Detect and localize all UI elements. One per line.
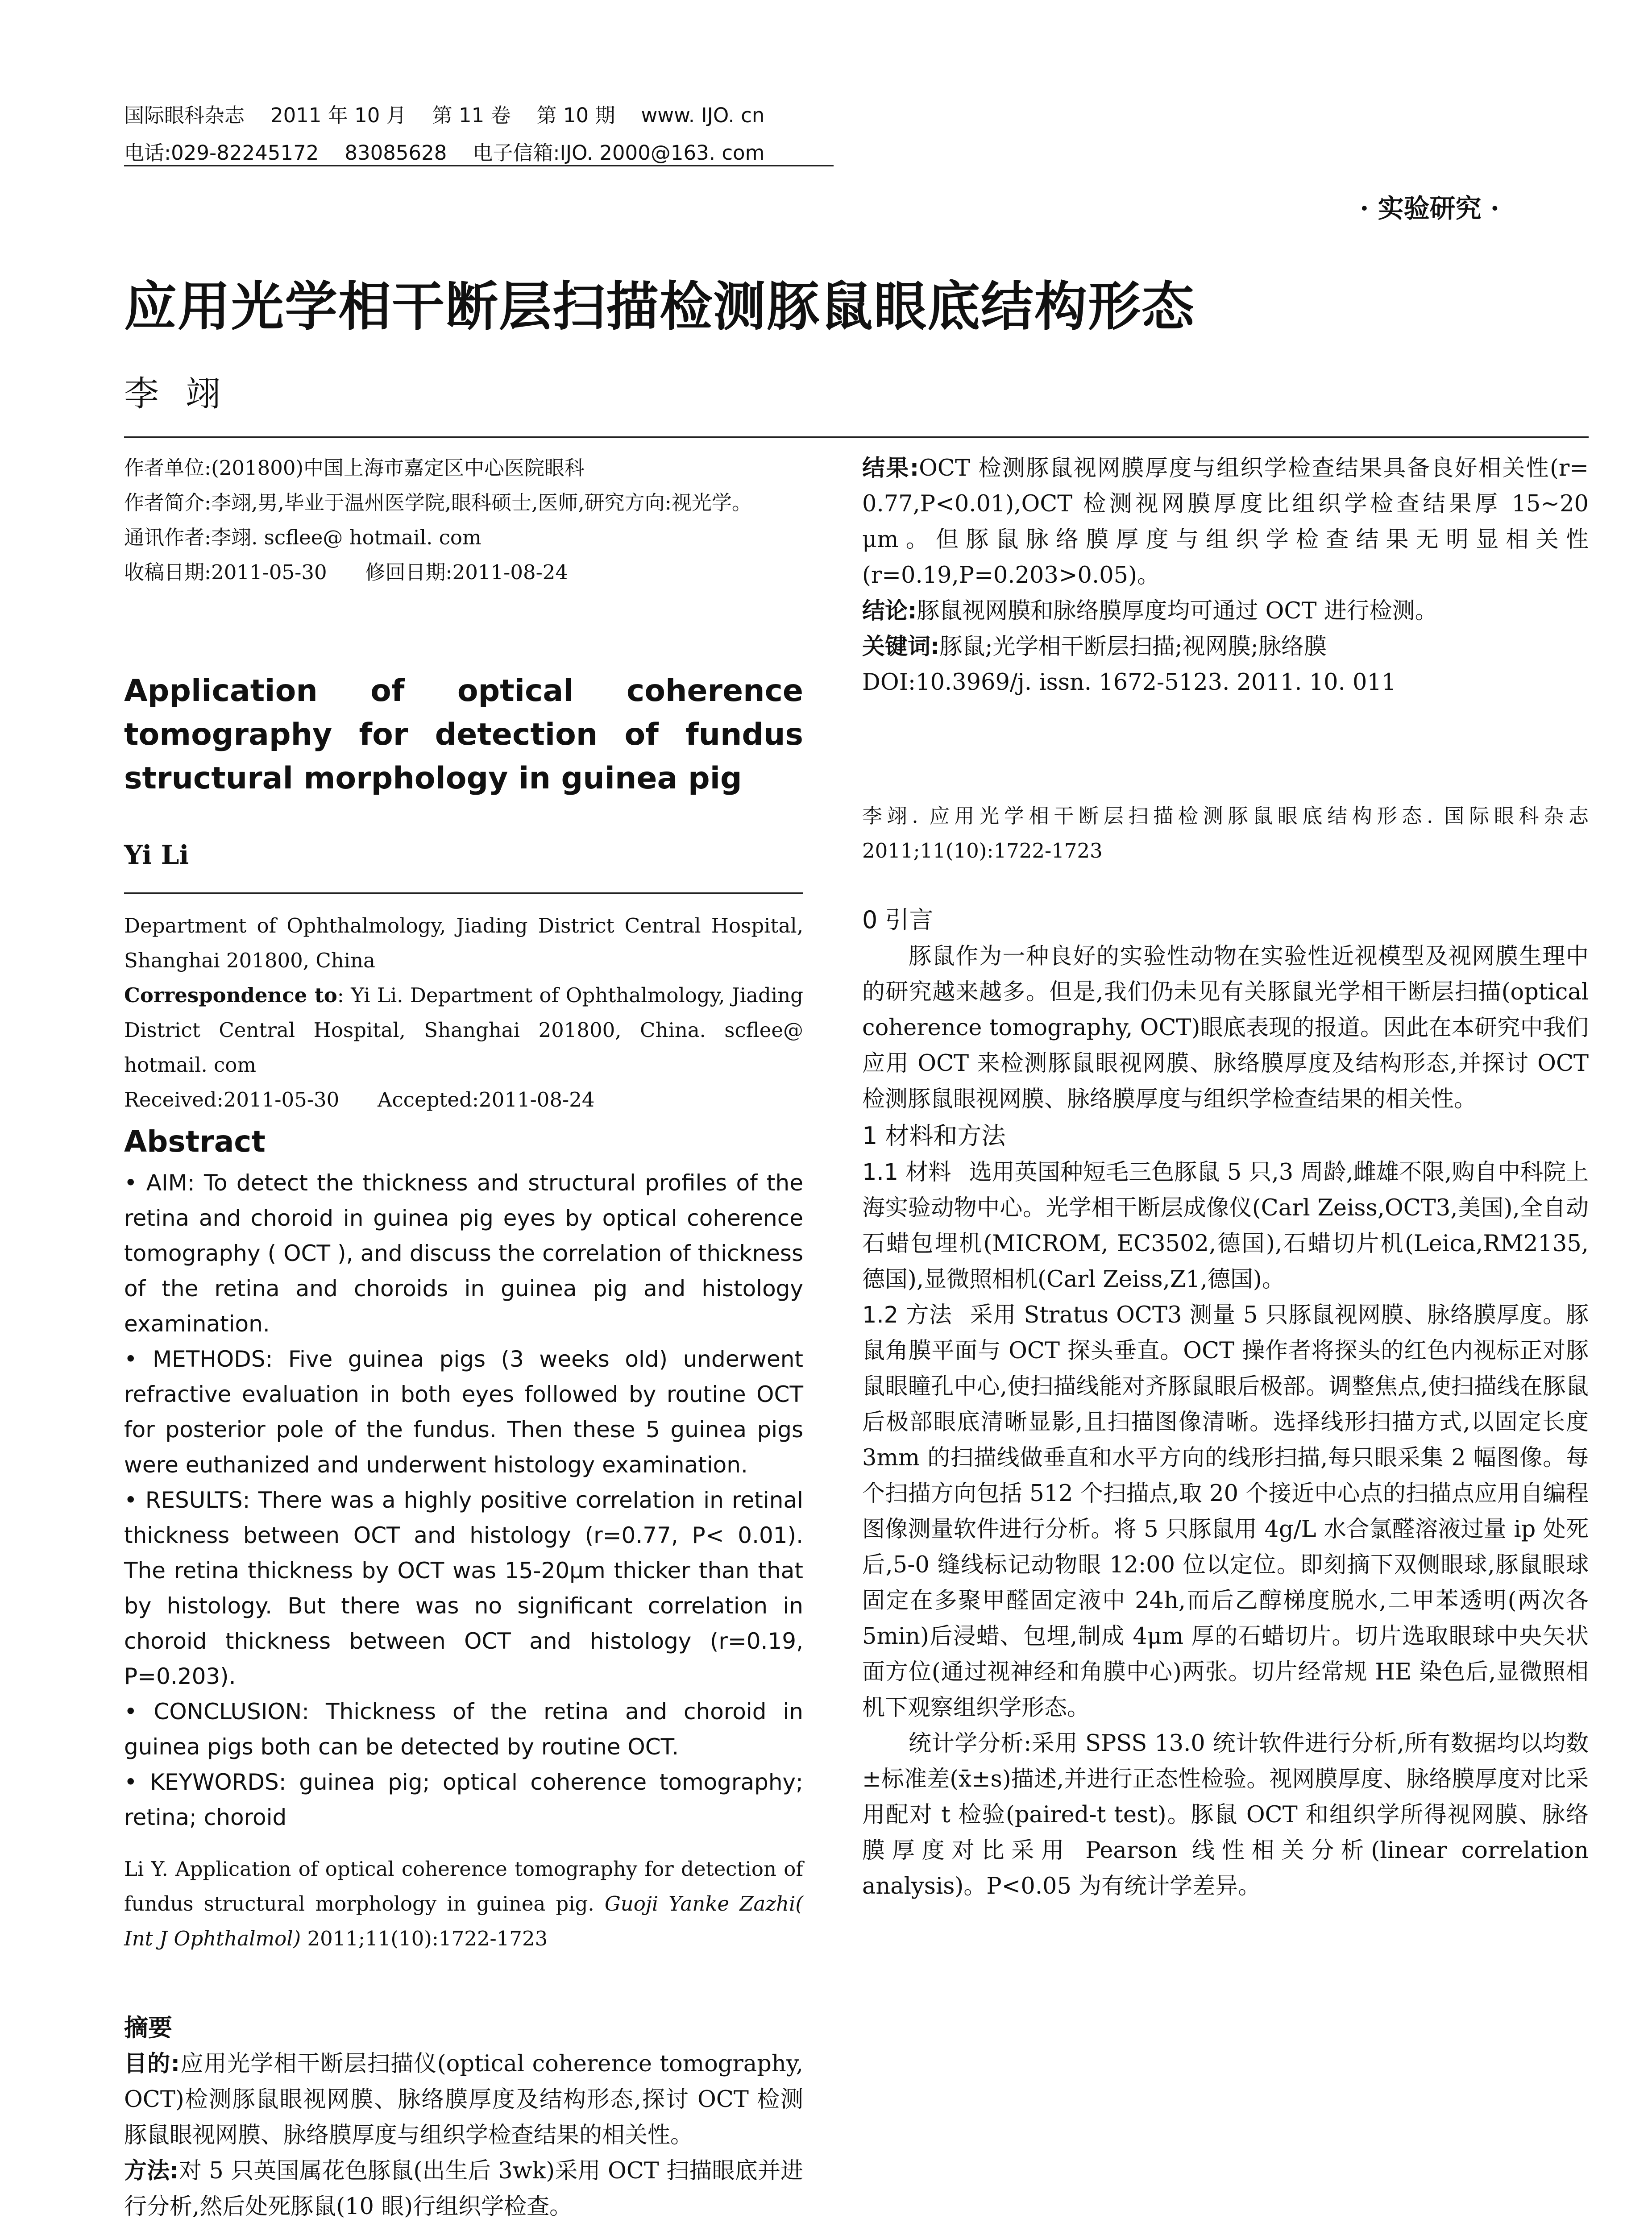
journal-phone2: 83085628 bbox=[345, 141, 447, 165]
section-tag: · 实验研究 · bbox=[1360, 193, 1499, 224]
abstract-cn-purpose bbox=[124, 2046, 803, 2153]
journal-name: 国际眼科杂志 bbox=[124, 104, 245, 127]
correspondence-label: Correspondence to bbox=[124, 983, 337, 1007]
citation-cn bbox=[862, 799, 1589, 868]
citation-en bbox=[124, 1852, 803, 1956]
citation-en-text: Li Y. Application of optical coherence tomography for detection of fundus structural morphology in guinea pig. bbox=[124, 1857, 803, 1916]
abstract-cn-method bbox=[124, 2153, 803, 2225]
method-paragraph bbox=[862, 1298, 1589, 1726]
affiliation-en bbox=[124, 908, 803, 1117]
citation-cn-text: 李翊. 应用光学相干断层扫描检测豚鼠眼底结构形态. 国际眼科杂志 2011;11(10):1722-1723 bbox=[862, 804, 1589, 863]
abstract-conclusion: • CONCLUSION: Thickness of the retina and choroid in guinea pigs both can be detected by routine OCT. bbox=[124, 1699, 803, 1760]
method-sub-text: 采用 Stratus OCT3 测量 5 只豚鼠视网膜、脉络膜厚度。豚鼠角膜平面与 OCT 探头垂直。OCT 操作者将探头的红色内视标正对豚鼠眼瞳孔中心,使扫描线能对齐豚鼠眼后极部。调整焦点,使扫描线在豚鼠后极部眼底清晰显影,且扫描图像清晰。选择线形扫描方式,以固定长度 3mm 的扫描线做垂直和水平方向的线形扫描,每只眼采集 2 幅图像。每个扫描方向包括 512 个扫描点,取 20 个接近中心点的扫描点应用自编程图像测量软件进行分析。将 5 只豚鼠用 4g/L 水合氯醛溶液过量 ip 处死后,5-0 缝线标记动物眼 12:00 位以定位。即刻摘下双侧眼球,豚鼠眼球固定在多聚甲醛固定液中 24h,而后乙醇梯度脱水,二甲苯透明(两次各 5min)后浸蜡、包埋,制成 4μm 厚的石蜡切片。切片选取眼球中央矢状面方位(通过视神经和角膜中心)两张。切片经常规 HE 染色后,显微照相机下观察组织学形态。 bbox=[862, 1302, 1589, 1721]
intro-heading: 0 引言 bbox=[862, 906, 934, 934]
conclusion-text: 豚鼠视网膜和脉络膜厚度均可通过 OCT 进行检测。 bbox=[917, 598, 1438, 624]
abstract-keywords: • KEYWORDS: guinea pig; optical coherence tomography; retina; choroid bbox=[124, 1769, 803, 1830]
abstract-cn-heading: 摘要 bbox=[124, 2014, 172, 2042]
abstract-cn-conclusion bbox=[862, 593, 1589, 629]
issue: 第 10 期 bbox=[536, 104, 615, 127]
issue-date: 2011 年 10 月 bbox=[270, 104, 407, 127]
affiliation-rule bbox=[124, 892, 803, 894]
title-rule bbox=[124, 436, 1589, 438]
abstract-heading: Abstract bbox=[124, 1124, 266, 1159]
abstract-cn-result bbox=[862, 451, 1589, 593]
abstract-cn-left bbox=[124, 2046, 803, 2225]
abstract-en bbox=[124, 1165, 803, 1835]
result-text: OCT 检测豚鼠视网膜厚度与组织学检查结果具备良好相关性(r= 0.77,P<0.01),OCT 检测视网膜厚度比组织学检查结果厚 15~20 μm。但豚鼠脉络膜厚度与组织学检查结果无明显相关性(r=0.19,P=0.203>0.05)。 bbox=[862, 455, 1589, 589]
journal-header-line2 bbox=[124, 137, 790, 166]
corresponding-author: 通讯作者:李翊. scflee@ hotmail. com bbox=[124, 526, 481, 549]
abstract-results: • RESULTS: There was a highly positive correlation in retinal thickness between OCT and histology (r=0.77, P< 0.01). The retina thickness by OCT was 15-20μm thicker than that by histology. But there was no significant correlation in choroid thickness between OCT and histology (r=0.19, P=0.203). bbox=[124, 1487, 803, 1689]
method-text: 对 5 只英国属花色豚鼠(出生后 3wk)采用 OCT 扫描眼底并进行分析,然后处死豚鼠(10 眼)行组织学检查。 bbox=[124, 2158, 803, 2220]
journal-phone: 电话:029-82245172 bbox=[124, 141, 319, 165]
doi: DOI:10.3969/j. issn. 1672-5123. 2011. 10. 011 bbox=[862, 669, 1396, 696]
abstract-methods: • METHODS: Five guinea pigs (3 weeks old) underwent refractive evaluation in both eyes followed by routine OCT for posterior pole of the fundus. Then these 5 guinea pigs were euthanized and underwent histology examination. bbox=[124, 1346, 803, 1478]
keywords-text: 豚鼠;光学相干断层扫描;视网膜;脉络膜 bbox=[939, 634, 1327, 660]
abstract-aim: • AIM: To detect the thickness and structural profiles of the retina and choroid in guinea pig eyes by optical coherence tomography ( OCT ), and discuss the correlation of thickness of the retina and choroids in guinea pig and histology examination. bbox=[124, 1170, 803, 1337]
correspondence-text: : Yi Li. Department of Ophthalmology, Jiading District Central Hospital, Shanghai 201800, China. scflee@ hotmail. com bbox=[124, 983, 803, 1077]
keywords-label: 关键词: bbox=[862, 634, 940, 660]
body-text bbox=[862, 901, 1589, 1904]
volume: 第 11 卷 bbox=[432, 104, 511, 127]
citation-en-tail: 2011;11(10):1722-1723 bbox=[301, 1927, 548, 1950]
dates-en: Received:2011-05-30 Accepted:2011-08-24 bbox=[124, 1088, 595, 1111]
intro-paragraph: 豚鼠作为一种良好的实验性动物在实验性近视模型及视网膜生理中的研究越来越多。但是,我们仍未见有关豚鼠光学相干断层扫描(optical coherence tomography, OCT)眼底表现的报道。因此在本研究中我们应用 OCT 来检测豚鼠眼视网膜、脉络膜厚度及结构形态,并探讨 OCT 检测豚鼠眼视网膜、脉络膜厚度与组织学检查结果的相关性。 bbox=[862, 943, 1589, 1112]
author-bio: 作者简介:李翊,男,毕业于温州医学院,眼科硕士,医师,研究方向:视光学。 bbox=[124, 491, 752, 514]
journal-website: www. IJO. cn bbox=[641, 104, 765, 127]
author-info bbox=[124, 451, 803, 590]
conclusion-label: 结论: bbox=[862, 598, 917, 624]
author-name-en: Yi Li bbox=[124, 840, 189, 870]
result-label: 结果: bbox=[862, 455, 919, 481]
article-title-en: Application of optical coherence tomography for detection of fundus structural morphology in guinea pig bbox=[124, 673, 803, 796]
materials-label: 1.1 材料 bbox=[862, 1159, 951, 1186]
received-dates: 收稿日期:2011-05-30 修回日期:2011-08-24 bbox=[124, 560, 569, 584]
journal-email: 电子信箱:IJO. 2000@163. com bbox=[473, 141, 765, 165]
methods-heading: 1 材料和方法 bbox=[862, 1122, 1006, 1150]
stats-paragraph: 统计学分析:采用 SPSS 13.0 统计软件进行分析,所有数据均以均数±标准差(x̄±s)描述,并进行正态性检验。视网膜厚度、脉络膜厚度对比采用配对 t 检验(paired-t test)。豚鼠 OCT 和组织学所得视网膜、脉络膜厚度对比采用 Pearson 线性相关分析(linear correlation analysis)。P<0.05 为有统计学差异。 bbox=[862, 1730, 1589, 1899]
method-sub-label: 1.2 方法 bbox=[862, 1302, 952, 1328]
journal-header-line1 bbox=[124, 99, 790, 128]
method-label: 方法: bbox=[124, 2158, 179, 2184]
article-title-cn: 应用光学相干断层扫描检测豚鼠眼底结构形态 bbox=[124, 276, 1195, 337]
header-rule bbox=[124, 165, 834, 166]
abstract-cn-right bbox=[862, 451, 1589, 701]
abstract-cn-keywords bbox=[862, 629, 1589, 665]
purpose-label: 目的: bbox=[124, 2051, 180, 2077]
materials-paragraph bbox=[862, 1155, 1589, 1298]
correspondence-en bbox=[124, 978, 803, 1082]
author-name-cn: 李翊 bbox=[124, 374, 248, 414]
purpose-text: 应用光学相干断层扫描仪(optical coherence tomography, OCT)检测豚鼠眼视网膜、脉络膜厚度及结构形态,探讨 OCT 检测豚鼠眼视网膜、脉络膜厚度与组织学检查结果的相关性。 bbox=[124, 2051, 803, 2148]
citation-en-journal: Guoji Yanke Zazhi( Int J Ophthalmol) bbox=[124, 1892, 803, 1950]
materials-text: 选用英国种短毛三色豚鼠 5 只,3 周龄,雌雄不限,购自中科院上海实验动物中心。光学相干断层成像仪(Carl Zeiss,OCT3,美国),全自动石蜡包埋机(MICROM, EC3502,德国),石蜡切片机(Leica,RM2135,德国),显微照相机(Carl Zeiss,Z1,德国)。 bbox=[862, 1159, 1589, 1293]
author-unit: 作者单位:(201800)中国上海市嘉定区中心医院眼科 bbox=[124, 456, 585, 480]
department-en: Department of Ophthalmology, Jiading District Central Hospital, Shanghai 201800, China bbox=[124, 914, 803, 972]
